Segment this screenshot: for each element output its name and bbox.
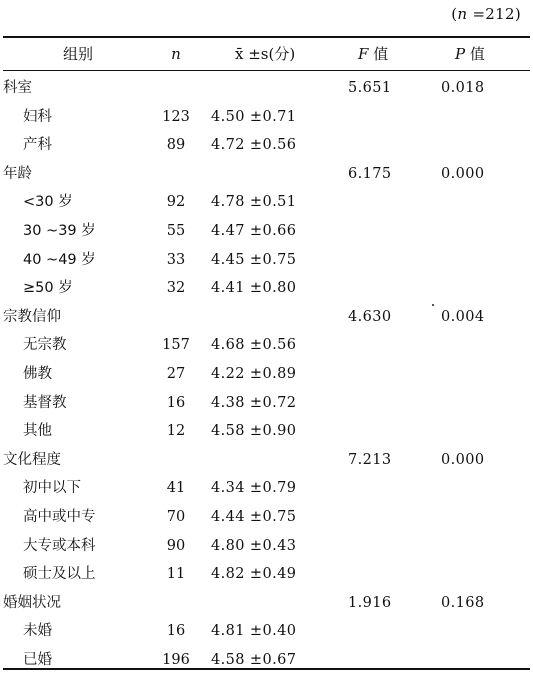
cell-n: 33 xyxy=(166,251,186,268)
cell-n: 27 xyxy=(166,365,186,382)
cell-f-value: 1.916 xyxy=(348,594,392,611)
cell-mean-sd: 4.72 ±0.56 xyxy=(211,137,297,154)
table-row xyxy=(3,217,530,246)
cell-mean-sd: 4.22 ±0.89 xyxy=(211,365,297,382)
cell-mean-sd: 4.34 ±0.79 xyxy=(211,480,297,497)
cell-group: 基督教 xyxy=(23,394,67,411)
table-body xyxy=(3,74,530,674)
table-row xyxy=(3,646,530,675)
cell-mean-sd: 4.38 ±0.72 xyxy=(211,394,297,411)
cell-n: 157 xyxy=(162,337,190,354)
table-bottom-rule xyxy=(3,668,530,670)
cell-mean-sd: 4.45 ±0.75 xyxy=(211,251,297,268)
cell-group: 30 ~39 岁 xyxy=(23,222,96,239)
table-row-category xyxy=(3,74,530,103)
table-row xyxy=(3,503,530,532)
table-row-category xyxy=(3,589,530,618)
header-f-suffix: 值 xyxy=(373,45,389,63)
cell-p-value: 0.000 xyxy=(441,451,485,468)
header-group: 组别 xyxy=(63,45,94,63)
cell-group: 年龄 xyxy=(3,165,32,182)
cell-group: 大专或本科 xyxy=(23,537,96,554)
header-n: n xyxy=(171,45,181,63)
cell-group: 未婚 xyxy=(23,623,52,640)
cell-group: 硕士及以上 xyxy=(23,566,96,583)
cell-group: 文化程度 xyxy=(3,451,61,468)
cell-n: 16 xyxy=(166,394,186,411)
table-row xyxy=(3,274,530,303)
table-row xyxy=(3,131,530,160)
cell-group: 产科 xyxy=(23,137,52,154)
cell-n: 16 xyxy=(166,623,186,640)
cell-mean-sd: 4.58 ±0.67 xyxy=(211,651,297,668)
cell-p-value: 0.004 xyxy=(441,308,485,325)
cell-mean-sd: 4.80 ±0.43 xyxy=(211,537,297,554)
header-f-letter: F xyxy=(358,45,369,63)
cell-n: 89 xyxy=(166,137,186,154)
table-row xyxy=(3,246,530,275)
cell-mean-sd: 4.47 ±0.66 xyxy=(211,222,297,239)
cell-mean-sd: 4.41 ±0.80 xyxy=(211,280,297,297)
cell-mean-sd: 4.68 ±0.56 xyxy=(211,337,297,354)
header-f-value xyxy=(358,38,438,70)
cell-mean-sd: 4.78 ±0.51 xyxy=(211,194,297,211)
cell-mean-sd: 4.50 ±0.71 xyxy=(211,108,297,125)
cell-n: 123 xyxy=(162,108,190,125)
table-row xyxy=(3,331,530,360)
cell-group: 初中以下 xyxy=(23,480,81,497)
table-row xyxy=(3,532,530,561)
table-row xyxy=(3,560,530,589)
table-row xyxy=(3,474,530,503)
cell-group: 已婚 xyxy=(23,651,52,668)
cell-n: 32 xyxy=(166,280,186,297)
cell-f-value: 4.630 xyxy=(348,308,392,325)
cell-f-value: 6.175 xyxy=(348,165,392,182)
cell-group: ≥50 岁 xyxy=(23,280,73,297)
cell-group: 佛教 xyxy=(23,365,52,382)
cell-n: 196 xyxy=(162,651,190,668)
cell-mean-sd: 4.81 ±0.40 xyxy=(211,623,297,640)
cell-group: 高中或中专 xyxy=(23,508,96,525)
header-mean-sd: x̄ ±s(分) xyxy=(235,45,296,63)
cell-group: 无宗教 xyxy=(23,337,67,354)
table-row-category xyxy=(3,303,530,332)
cell-n: 11 xyxy=(166,566,186,583)
sample-size-symbol: n xyxy=(457,5,468,23)
cell-mean-sd: 4.44 ±0.75 xyxy=(211,508,297,525)
cell-group: 宗教信仰 xyxy=(3,308,61,325)
table-row-category xyxy=(3,446,530,475)
table-row xyxy=(3,417,530,446)
sample-size-note: (n =212) xyxy=(451,5,521,23)
table-row xyxy=(3,360,530,389)
cell-f-value: 7.213 xyxy=(348,451,392,468)
cell-mean-sd: 4.58 ±0.90 xyxy=(211,423,297,440)
cell-n: 55 xyxy=(166,222,186,239)
table-row xyxy=(3,617,530,646)
cell-n: 70 xyxy=(166,508,186,525)
header-p-value xyxy=(455,38,533,70)
cell-f-value: 5.651 xyxy=(348,80,392,96)
cell-group: 科室 xyxy=(3,80,32,96)
header-p-suffix: 值 xyxy=(469,45,485,63)
cell-p-value: 0.168 xyxy=(441,594,485,611)
table-row xyxy=(3,389,530,418)
cell-p-value: 0.000 xyxy=(441,165,485,182)
scan-speck xyxy=(432,304,434,306)
table-row-category xyxy=(3,160,530,189)
cell-n: 12 xyxy=(166,423,186,440)
cell-group: 40 ~49 岁 xyxy=(23,251,96,268)
header-p-letter: P xyxy=(455,45,466,63)
cell-group: 婚姻状况 xyxy=(3,594,61,611)
cell-group: 妇科 xyxy=(23,108,52,125)
table-row xyxy=(3,188,530,217)
table-row xyxy=(3,103,530,132)
table-header-rule xyxy=(3,70,530,71)
cell-group: 其他 xyxy=(23,423,52,440)
cell-n: 92 xyxy=(166,194,186,211)
cell-p-value: 0.018 xyxy=(441,80,485,96)
cell-group: <30 岁 xyxy=(23,194,73,211)
cell-n: 90 xyxy=(166,537,186,554)
cell-n: 41 xyxy=(166,480,186,497)
table-header xyxy=(3,38,530,70)
sample-size-value: =212 xyxy=(472,5,515,23)
cell-mean-sd: 4.82 ±0.49 xyxy=(211,566,297,583)
